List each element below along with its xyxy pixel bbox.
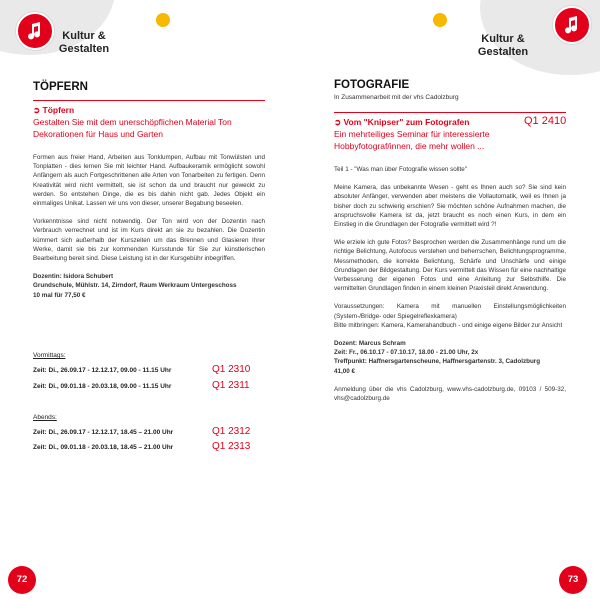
price: 41,00 € [334,367,356,375]
course-title-text: Vom "Knipser" zum Fotografen [343,117,470,127]
page-right [300,0,600,599]
course-code: Q1 2312 [212,426,251,437]
section-divider [334,112,566,113]
decorative-dot [156,13,170,27]
course-description [33,153,265,300]
dozent: Dozentin: Isidora Schubert [33,273,114,281]
brand-line-1: Kultur & [481,33,525,45]
course-description [334,165,566,403]
course-lead: Gestalten Sie mit dem unerschöpflichen Material Ton Dekorationen für Haus und Garten [33,117,232,139]
music-note-logo-icon [553,6,591,44]
location: Grundschule, Mühlstr. 14, Zirndorf, Raum Werkraum Untergeschoss [33,282,237,290]
arrow-circle-icon: ➲ [33,105,41,115]
schedule-row: Zeit: Di., 26.09.17 - 12.12.17, 09.00 - 11.15 Uhr [33,367,172,374]
brand-label [470,33,536,59]
brand-line-1: Kultur & [62,30,106,42]
course-code: Q1 2410 [524,115,567,127]
music-note-logo-icon [16,12,54,50]
bring-along: Bitte mitbringen: Kamera, Kamerahandbuch - und einige eigene Bilder zur Ansicht [334,321,563,329]
section-title: TÖPFERN [33,81,88,93]
schedule-row: Zeit: Di., 09.01.18 - 20.03.18, 09.00 - 11.15 Uhr [33,383,172,390]
evening-label: Abends: [33,414,57,421]
paragraph: Wie erziele ich gute Fotos? Besprochen werden die Zusammenhänge rund um die richtige Belichtung, Autofocus verstehen und beherrschen, Belichtungsprogramme, Messmethoden, die korrekte Belichtung, Schärfe und Unschärfe und einige Grundlagen der Bildgestaltung. Der Kurs vermittelt das Wissen für eine nachhaltige Verbesserung der eigenen Fotos und eine Anleitung zur Selbsthilfe. Die vermittelten Grundlagen finden in einem kleinen Praxisteil direkt Anwendung. [334,239,566,293]
course-code: Q1 2310 [212,364,251,375]
arrow-circle-icon: ➲ [334,117,342,127]
paragraph: Formen aus freier Hand, Arbeiten aus Tonklumpen, Aufbau mit Tonwülsten und Tonplatten - dies lernen Sie mit leichter Hand. Aufbaukeramik ermöglicht sowohl Anfängern als auch Fortgeschrittenen alle Arten von Tonarbeiten zu fertigen. Denn Kreativität wird nicht vermittelt, sie ist schon da und braucht nur geweckt zu werden. So entstehen Dinge, die es bis dahin nicht gab. Jedes Objekt ein einmaliges Unikat. Lassen wir uns von dieser, unserer Begabung beseelen. [33,154,265,208]
section-title: FOTOGRAFIE [334,79,410,91]
page-number: 73 [559,566,587,594]
meeting-point: Treffpunkt: Haffnersgartenscheune, Haffnersgartenstr. 3, Cadolzburg [334,358,541,366]
morning-label: Vormittags: [33,352,66,359]
course-lead: Ein mehrteiliges Seminar für interessierte Hobbyfotograf/innen, die mehr wollen ... [334,129,490,151]
schedule-row: Zeit: Di., 09.01.18 - 20.03.18, 18.45 – 21.00 Uhr [33,444,174,451]
schedule-row: Zeit: Di., 26.09.17 - 12.12.17, 18.45 – 21.00 Uhr [33,429,174,436]
course-title [334,117,469,128]
course-code: Q1 2313 [212,441,251,452]
course-part: Teil 1 - "Was man über Fotografie wissen sollte" [334,166,468,173]
requirements: Voraussetzungen: Kamera mit manuellen Einstellungsmöglichkeiten (System-/Bridge- oder Spiegelreflexkamera) [334,303,566,320]
course-title-text: Töpfern [42,105,75,115]
schedule: Zeit: Fr., 06.10.17 - 07.10.17, 18.00 - 21.00 Uhr, 2x [334,349,479,357]
section-divider [33,100,265,101]
paragraph: Vorkenntnisse sind nicht notwendig. Der Ton wird von der Dozentin nach Verbrauch verrechnet und ist im Kurs direkt an sie zu bezahlen. Die Dozentin kümmert sich außerhalb der Kurszeiten um das Brennen und Glasieren Ihrer Werke, damit sie bis zur kommenden Kursstunde für Sie zur künstlerischen Bearbeitung bereit sind. Diese Leistung ist in der Kursgebühr inbegriffen. [33,218,265,263]
paragraph: Meine Kamera, das unbekannte Wesen - geht es Ihnen auch so? Sie sind kein absoluter Anfänger, verwenden aber meistens die Vollautomatik, weil es Ihnen ja bisher doch zu schwierig erschien? Sie möchten schöne Aufnahmen machen, die anspruchsvolle Kamera ist da, jetzt braucht es noch einen Kurs, in dem ein Einstieg in die Grundlagen der Fotografie vermittelt wird ?! [334,184,566,229]
course-code: Q1 2311 [212,380,250,391]
course-title [33,105,74,116]
price: 10 mal für 77,50 € [33,291,86,299]
brand-line-2: Gestalten [477,46,529,58]
brand-line-2: Gestalten [58,43,110,55]
dozent: Dozent: Marcus Schram [334,340,406,348]
section-subtitle: In Zusammenarbeit mit der vhs Cadolzburg [334,94,459,101]
registration-info: Anmeldung über die vhs Cadolzburg, www.vhs-cadolzburg.de, 09103 / 509-32, vhs@cadolzburg.de [334,385,566,403]
page-number: 72 [8,566,36,594]
decorative-dot [433,13,447,27]
brand-label [54,30,114,56]
